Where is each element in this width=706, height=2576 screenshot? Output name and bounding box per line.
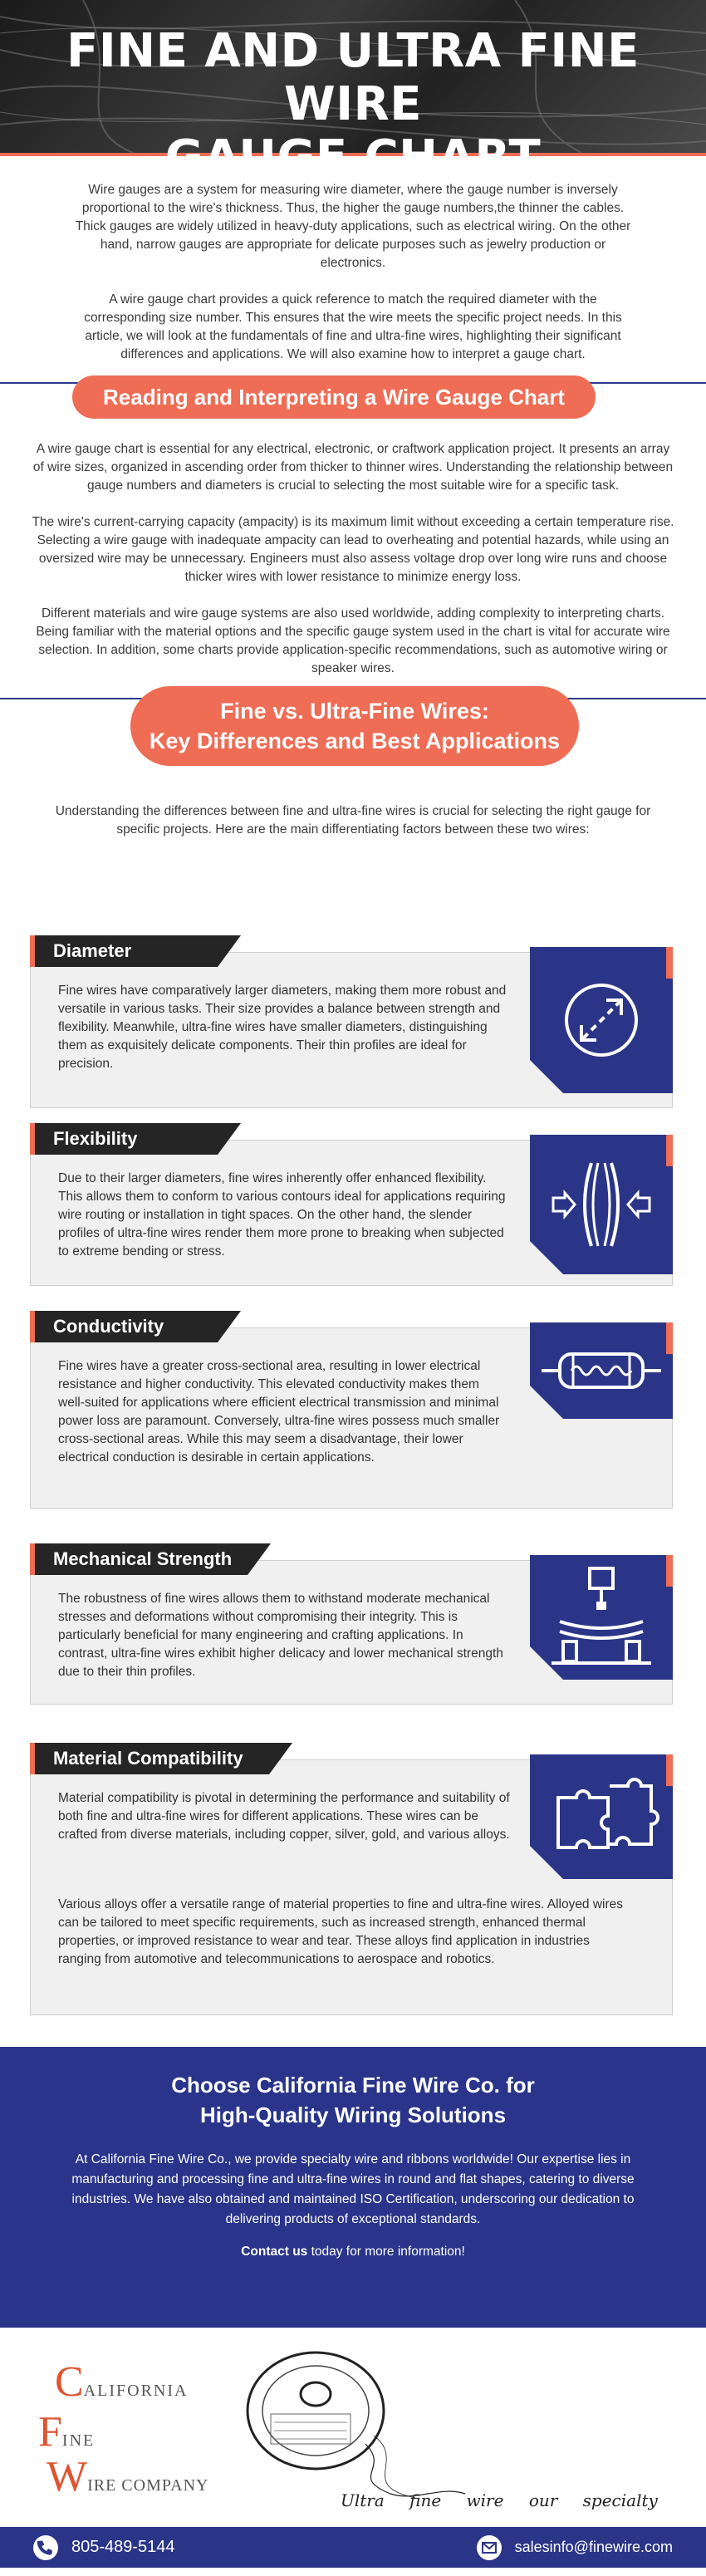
card-title-tab [30,1743,269,1774]
cta-heading-line-2: High-Quality Wiring Solutions [199,2103,507,2127]
email-icon [477,2535,502,2560]
tab-triangle [218,935,241,967]
logo-letter-f: F [38,2408,62,2456]
tab-accent [30,1743,35,1774]
title-line-1: FINE AND ULTRA FINE WIRE [66,24,640,131]
tab-triangle [218,1311,241,1342]
icon-fold [530,1386,563,1419]
card-text: Fine wires have comparatively larger diameters, making them more robust and versatile in various tasks. Their size provides a balance between strength and flexibility. Meanwhile, ultra-fine wires have smaller diameters, distinguishing them as exquisitely delicate components. Their thin profiles are ideal for precision. [58,984,507,1071]
differences-intro: Understanding the differences between fine and ultra-fine wires is crucial for selecting the right gauge for specific projects. Here are the main differentiating factors between these two wires: [55,804,651,837]
card-icon-panel [530,1555,673,1680]
card-title: Diameter [53,940,132,961]
card-material-compatibility [30,1743,673,2015]
heading-line-2: Key Differences and Best Applications [149,729,561,753]
email-address: salesinfo@finewire.com [514,2539,673,2555]
tagline: Ultra fine wire our specialty [341,2490,658,2510]
footer-phone[interactable] [33,2527,175,2568]
tab-accent [30,1311,35,1342]
footer-contact-bar [0,2527,706,2568]
card-title: Flexibility [53,1128,138,1149]
heading-line-1: Fine vs. Ultra-Fine Wires: [220,699,489,724]
icon-fold [530,1646,563,1680]
card-icon-panel [530,1135,673,1274]
section-heading-reading: Reading and Interpreting a Wire Gauge Chart [72,375,596,419]
intro-section [0,156,706,364]
card-text-secondary: Various alloys offer a versatile range of material properties to fine and ultra-fine wires. Alloyed wires can be tailored to meet specific requirements, such as increased strength, enhanced thermal properties, or improved resistance to wear and tear. These alloys find application in industries ranging from automotive and telecommunications to aerospace and robotics. [58,1897,624,1966]
reading-paragraph: The wire's current-carrying capacity (ampacity) is its maximum limit without exceeding a certain temperature rise. Selecting a wire gauge with inadequate ampacity can lead to overheating and potential hazards, while using an oversized wire may be unnecessary. Engineers must also assess voltage drop over long wire runs and choose thicker wires with lower resistance to minimize energy loss. [32,515,674,584]
footer-logo-area [0,2328,706,2527]
page-title [0,0,706,184]
cta-heading [0,2047,706,2130]
card-conductivity [30,1311,673,1509]
phone-icon [33,2535,58,2560]
tab-triangle [218,1123,241,1155]
section-heading-differences [130,686,579,766]
icon-fold [530,1241,563,1274]
card-icon-panel [530,1322,673,1419]
section-divider [0,382,706,432]
card-title-tab [30,935,218,967]
logo-line-california [55,2358,188,2407]
reading-section [0,432,706,678]
card-title-tab [30,1543,248,1575]
card-text: Material compatibility is pivotal in determining the performance and suitability of both fine and ultra-fine wires for different applications. These wires can be crafted from diverse materials, including copper, silver, gold, and various alloys. [58,1791,510,1842]
logo-letter-w: W [47,2453,88,2500]
section-divider [0,696,706,773]
tab-accent [30,1543,35,1575]
tab-accent [30,935,35,967]
contact-rest-text: today for more information! [307,2245,465,2259]
company-logo [30,2353,229,2510]
card-text: Fine wires have a greater cross-sectional area, resulting in lower electrical resistance and higher conductivity. This elevated conductivity makes them well-suited for applications where efficient electrical transmission and minimal power loss are paramount. Conversely, ultra-fine wires possess much smaller cross-sectional areas. While this may seem a disadvantage, their lower electrical conduction is desirable in certain applications. [58,1359,500,1465]
footer-email[interactable] [477,2527,673,2568]
cta-contact [0,2230,706,2260]
card-icon-panel [530,947,673,1093]
card-text: The robustness of fine wires allows them to withstand moderate mechanical stresses and deformations without compromising their integrity. This is particularly beneficial for many engineering and crafting applications. In contrast, ultra-fine wires exhibit higher delicacy and lower mechanical strength due to their thin profiles. [58,1592,503,1679]
wire-spool-icon [224,2344,473,2510]
card-title-tab [30,1311,218,1342]
cta-heading-line-1: Choose California Fine Wire Co. for [171,2073,535,2098]
cta-section [0,2047,706,2328]
title-line-2: GAUGE CHART [164,130,542,184]
reading-paragraph: A wire gauge chart is essential for any electrical, electronic, or craftwork application project. It presents an array of wire sizes, organized in ascending order from thicker to thinner wires. Understanding the relationship between gauge numbers and diameters is crucial to selecting the most suitable wire for a specific task. [32,442,674,493]
logo-line-fine [38,2407,95,2456]
contact-us-link[interactable]: Contact us [241,2245,308,2259]
card-text: Due to their larger diameters, fine wires inherently offer enhanced flexibility. This allows them to conform to various contours ideal for applications requiring wire routing or installation in tight spaces. On the other hand, the slender profiles of ultra-fine wires render them more prone to breaking when subjected to extreme bending or stress. [58,1171,506,1259]
logo-line-wire [47,2452,209,2501]
card-title: Material Compatibility [53,1748,243,1769]
tab-triangle [269,1743,292,1774]
tab-triangle [248,1543,271,1575]
reading-paragraph: Different materials and wire gauge systems are also used worldwide, adding complexity to interpreting charts. Being familiar with the material options and the specific gauge system used in the chart is vital for accurate wire selection. In addition, some charts provide application-specific recommendations, such as automotive wiring or speaker wires. [36,606,670,675]
icon-fold [530,1846,563,1879]
logo-text-alifornia: ALIFORNIA [83,2382,189,2400]
card-diameter [30,935,673,1108]
intro-paragraph: Wire gauges are a system for measuring wire diameter, where the gauge number is inversely proportional to the wire's thickness. Thus, the higher the gauge numbers,the thinner the cables. Thick gauges are widely utilized in heavy-duty applications, such as electrical wiring. On the other hand, narrow gauges are appropriate for delicate purposes such as jewelry production or electronics. [75,183,631,270]
logo-text-ire-company: IRE COMPANY [87,2476,209,2495]
card-title: Conductivity [53,1316,164,1337]
icon-fold [530,1060,563,1093]
card-mechanical-strength [30,1543,673,1705]
phone-number: 805-489-5144 [71,2538,175,2556]
card-icon-panel [530,1754,673,1879]
hero-banner [0,0,706,184]
tab-accent [30,1123,35,1155]
logo-letter-c: C [55,2358,84,2406]
cta-body: At California Fine Wire Co., we provide specialty wire and ribbons worldwide! Our expertise lies in manufacturing and processing fine and ultra-fine wires in round and flat shapes, catering to diverse industries. We have also obtained and maintained ISO Certification, underscoring our dedication to delivering products of exceptional standards. [71,2152,635,2226]
logo-text-ine: INE [61,2431,96,2450]
intro-paragraph: A wire gauge chart provides a quick reference to match the required diameter with the corresponding size number. This ensures that the wire meets the specific project needs. In this article, we will look at the fundamentals of fine and ultra-fine wires, highlighting their significant differences and applications. We will also examine how to interpret a gauge chart. [84,292,622,361]
card-flexibility [30,1123,673,1286]
card-title: Mechanical Strength [53,1548,233,1569]
card-title-tab [30,1123,218,1155]
